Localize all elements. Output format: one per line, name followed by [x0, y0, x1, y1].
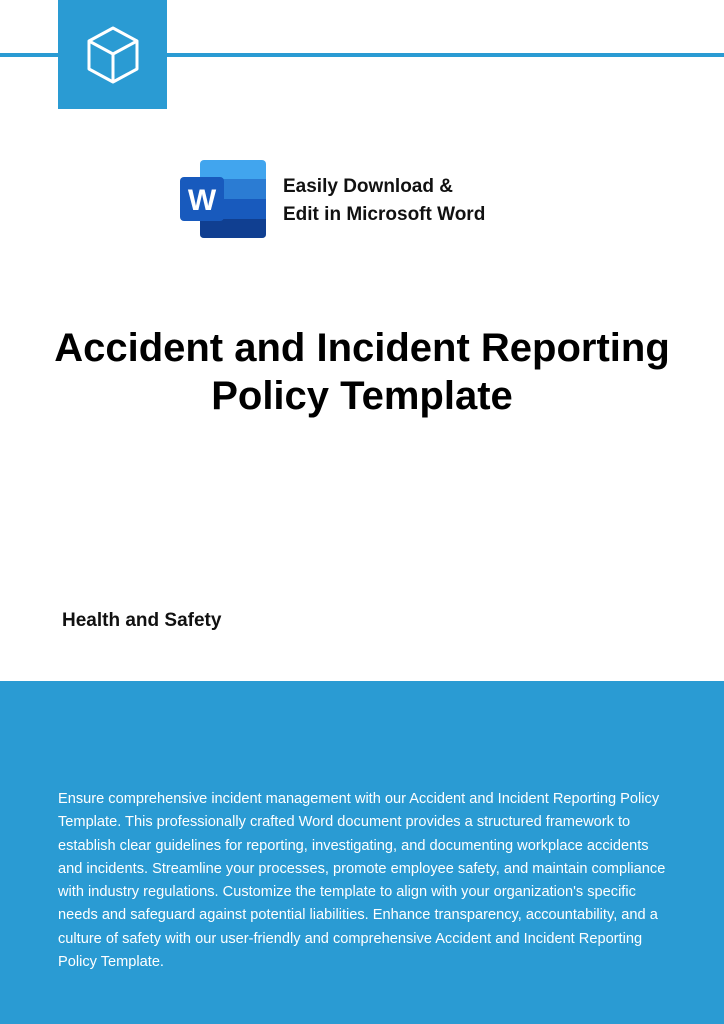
- word-promo-line2: Edit in Microsoft Word: [283, 204, 486, 225]
- word-icon-letter: W: [187, 184, 217, 217]
- document-title-line1: Accident and Incident Reporting: [54, 326, 670, 370]
- word-promo-line1: Easily Download &: [283, 176, 453, 197]
- document-title: [20, 324, 704, 420]
- microsoft-word-icon: [180, 160, 266, 238]
- word-promo-caption: [283, 173, 485, 229]
- document-title-line2: Policy Template: [211, 374, 513, 418]
- brand-logo: [58, 0, 167, 109]
- description-text: Ensure comprehensive incident management with our Accident and Incident Reporting Policy Template. This professionally crafted Word document provides a structured framework to establish clear guidelines for reporting, investigating, and documenting workplace accidents and incidents. Streamline your processes, promote employee safety, and maintain compliance with industry regulations. Customize the template to align with your organization's specific needs and safeguard against potential liabilities. Enhance transparency, accountability, and a culture of safety with our user-friendly and comprehensive Accident and Incident Reporting Policy Template.: [58, 791, 666, 971]
- description-panel: [0, 681, 724, 1024]
- document-category: Health and Safety: [62, 610, 222, 631]
- cube-icon: [86, 25, 140, 85]
